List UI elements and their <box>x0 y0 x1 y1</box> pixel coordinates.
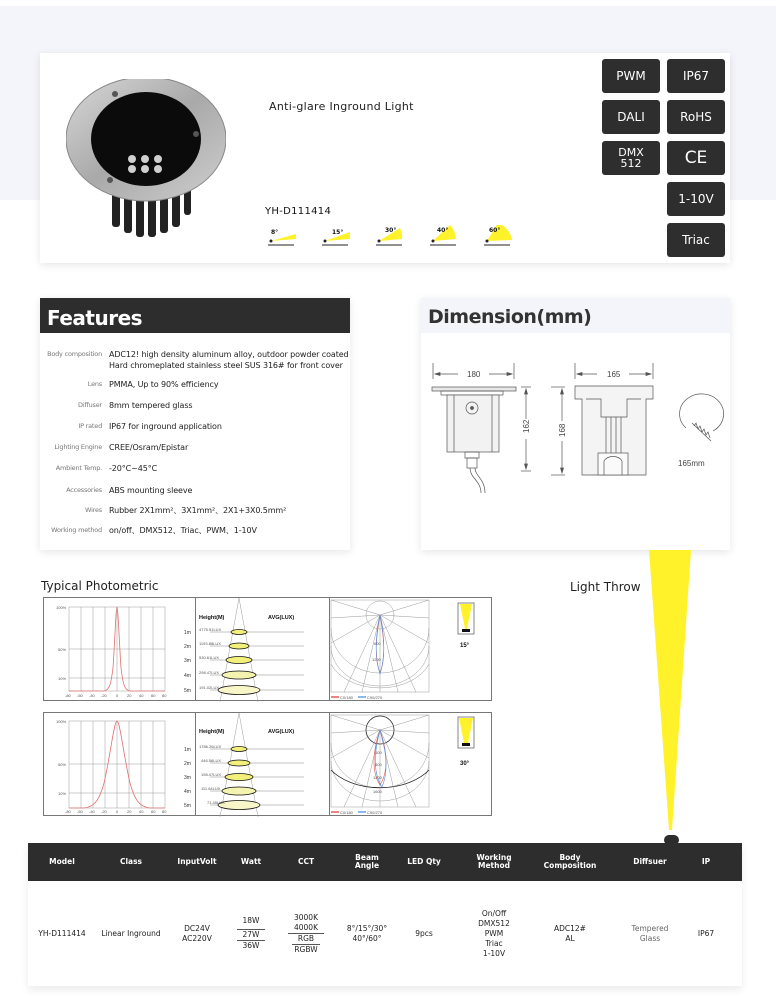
light-throw-beam-icon <box>640 550 710 850</box>
svg-text:0: 0 <box>116 693 119 698</box>
svg-text:AVG(LUX): AVG(LUX) <box>268 729 295 735</box>
beam-15-icon <box>322 225 374 247</box>
lux-cone-15 <box>184 598 304 702</box>
svg-text:600: 600 <box>374 641 381 646</box>
svg-text:191.02LUX: 191.02LUX <box>199 685 220 690</box>
product-hero-card <box>40 53 730 263</box>
polar-diagram-15 <box>331 600 429 700</box>
svg-text:100%: 100% <box>56 605 67 610</box>
cell-working-method: On/Off DMX512 PWM Triac 1-10V <box>478 908 510 958</box>
cell-input-volt: DC24V AC220V <box>182 923 212 943</box>
svg-text:5m: 5m <box>184 688 191 694</box>
col-watt: Watt <box>240 857 262 866</box>
features-card <box>40 298 350 550</box>
svg-text:4m: 4m <box>184 789 191 795</box>
badge-dmx512: DMX 512 <box>602 141 660 175</box>
col-class: Class <box>119 857 143 866</box>
dimension-drawing <box>421 333 730 550</box>
beam-angle-8: 8° <box>268 225 320 247</box>
col-diffuser: Diffsuer <box>633 857 667 866</box>
svg-text:-20: -20 <box>101 809 107 814</box>
svg-text:Height(M): Height(M) <box>199 615 225 621</box>
dimension-title: Dimension(mm) <box>421 298 730 333</box>
beam-angle-60: 60° <box>484 225 536 247</box>
cell-class: Linear Inground <box>101 928 161 938</box>
feature-row-diffuser: Diffuser 8mm tempered glass <box>78 401 193 410</box>
svg-text:4775.51LUX: 4775.51LUX <box>199 627 222 632</box>
badge-1-10v: 1-10V <box>667 182 725 216</box>
svg-text:400: 400 <box>375 750 382 755</box>
svg-text:15°: 15° <box>460 643 470 649</box>
badge-triac: Triac <box>667 223 725 257</box>
cell-cct: 3000K 4000K RGB RGBW <box>274 881 338 986</box>
light-throw-title: Light Throw <box>570 580 641 594</box>
beam-angle-icons <box>268 225 538 247</box>
svg-text:-40: -40 <box>89 693 95 698</box>
svg-text:1600: 1600 <box>373 789 382 794</box>
svg-text:1200: 1200 <box>373 775 382 780</box>
cell-body-composition: ADC12# AL <box>554 923 586 943</box>
product-model: YH-D111414 <box>265 206 332 217</box>
svg-text:2m: 2m <box>184 761 191 767</box>
svg-text:-40: -40 <box>89 809 95 814</box>
svg-text:30°: 30° <box>460 761 470 767</box>
intensity-curve-grid <box>69 721 165 808</box>
ce-mark-icon: CE <box>684 147 708 168</box>
product-image <box>66 79 226 239</box>
svg-text:80: 80 <box>162 693 167 698</box>
svg-text:4m: 4m <box>184 673 191 679</box>
beam-30-icon <box>376 225 428 247</box>
dim-side-height: 168 <box>558 423 567 437</box>
svg-text:C0/180: C0/180 <box>340 695 353 700</box>
dimension-card <box>421 298 730 550</box>
photometric-title: Typical Photometric <box>41 579 159 593</box>
badge-pwm: PWM <box>602 59 660 93</box>
cell-ip: IP67 <box>697 928 715 938</box>
svg-text:100%: 100% <box>56 719 67 724</box>
cell-watt: 18W 27W 36W <box>228 881 274 986</box>
spec-table <box>28 843 742 986</box>
cell-led-qty: 9pcs <box>415 928 433 938</box>
badge-ip67: IP67 <box>667 59 725 93</box>
svg-text:5m: 5m <box>184 803 191 809</box>
svg-text:-60: -60 <box>77 809 83 814</box>
svg-text:C90/270: C90/270 <box>367 810 383 815</box>
svg-text:2m: 2m <box>184 644 191 650</box>
svg-text:-80: -80 <box>65 809 71 814</box>
lux-cone-30 <box>184 713 304 817</box>
svg-text:800: 800 <box>375 762 382 767</box>
svg-text:1786.26LUX: 1786.26LUX <box>199 744 222 749</box>
feature-row-ip-rated: IP rated IP67 for inground application <box>78 422 222 431</box>
cell-diffuser: Tempered Glass <box>631 923 669 943</box>
svg-text:3m: 3m <box>184 775 191 781</box>
svg-text:20: 20 <box>127 693 132 698</box>
dim-front-height: 162 <box>522 419 531 433</box>
photometric-chart-30 <box>43 712 492 816</box>
col-cct: CCT <box>297 857 315 866</box>
feature-row-body-composition: Body composition ADC12! high density aluminum alloy, outdoor powder coated Hard chromeplated stainless steel SUS 316# for front cover <box>47 350 349 370</box>
svg-text:C0/180: C0/180 <box>340 810 353 815</box>
svg-text:198.47LUX: 198.47LUX <box>201 772 222 777</box>
badge-dali: DALI <box>602 100 660 134</box>
beam-preview-30-icon <box>458 717 474 767</box>
svg-text:10%: 10% <box>58 791 67 796</box>
feature-row-wires: Wires Rubber 2X1mm²、3X1mm²、2X1+3X0.5mm² <box>84 506 287 515</box>
svg-text:3m: 3m <box>184 658 191 664</box>
svg-text:C90/270: C90/270 <box>367 695 383 700</box>
badge-ce <box>667 141 725 175</box>
intensity-curve-grid <box>69 607 165 691</box>
feature-row-lens: Lens PMMA, Up to 90% efficiency <box>87 380 219 389</box>
col-input-volt: InputVolt <box>177 857 217 866</box>
svg-text:530.61LUX: 530.61LUX <box>199 655 220 660</box>
svg-text:40: 40 <box>139 693 144 698</box>
spec-table-header <box>28 843 742 881</box>
svg-text:80: 80 <box>162 809 167 814</box>
product-title: Anti-glare Inground Light <box>269 100 414 113</box>
svg-text:1m: 1m <box>184 630 191 636</box>
cell-model: YH-D111414 <box>38 928 86 938</box>
svg-text:-20: -20 <box>101 693 107 698</box>
svg-text:Height(M): Height(M) <box>199 729 225 735</box>
feature-row-ambient-temp: Ambient Temp. -20°C~45°C <box>55 464 158 473</box>
features-title: Features <box>40 298 350 333</box>
svg-text:-60: -60 <box>77 693 83 698</box>
svg-text:1m: 1m <box>184 747 191 753</box>
badge-rohs: RoHS <box>667 100 725 134</box>
col-ip: IP <box>701 857 711 866</box>
cell-beam-angle: 8°/15°/30° 40°/60° <box>346 923 388 943</box>
polar-diagram-30 <box>331 715 429 815</box>
col-body-composition: Body Composition <box>543 853 597 870</box>
beam-preview-15-icon <box>458 603 474 649</box>
feature-row-working-method: Working method on/off、DMX512、Triac、PWM、1-10V <box>51 526 257 535</box>
svg-text:60: 60 <box>151 693 156 698</box>
svg-text:10%: 10% <box>58 676 67 681</box>
svg-text:298.47LUX: 298.47LUX <box>199 670 220 675</box>
dim-side-width: 165 <box>607 370 621 379</box>
col-model: Model <box>49 857 75 866</box>
beam-angle-40: 40° <box>430 225 482 247</box>
svg-text:50%: 50% <box>58 647 67 652</box>
photometric-chart-15 <box>43 597 492 701</box>
svg-text:1193.88LUX: 1193.88LUX <box>199 641 221 646</box>
beam-angle-15: 15° <box>322 225 374 247</box>
feature-row-accessories: Accessories ABS mounting sleeve <box>66 486 193 495</box>
svg-text:60: 60 <box>151 809 156 814</box>
certification-badges <box>602 59 728 259</box>
svg-text:1200: 1200 <box>372 657 381 662</box>
svg-text:40: 40 <box>139 809 144 814</box>
feature-row-lighting-engine: Lighting Engine CREE/Osram/Epistar <box>54 443 189 452</box>
svg-text:0: 0 <box>116 809 119 814</box>
svg-text:111.64LUX: 111.64LUX <box>201 786 221 791</box>
dim-front-width: 180 <box>467 370 481 379</box>
svg-text:446.56LUX: 446.56LUX <box>201 758 222 763</box>
svg-text:71.45LUX: 71.45LUX <box>207 800 225 805</box>
svg-text:50%: 50% <box>58 762 67 767</box>
col-led-qty: LED Qty <box>407 857 441 866</box>
col-working-method: Working Method <box>476 853 512 870</box>
beam-angle-30: 30° <box>376 225 428 247</box>
dim-cutout-diameter: 165mm <box>678 459 705 468</box>
svg-text:AVG(LUX): AVG(LUX) <box>268 615 295 621</box>
svg-text:20: 20 <box>127 809 132 814</box>
svg-text:-80: -80 <box>65 693 71 698</box>
col-beam-angle: Beam Angle <box>354 853 380 870</box>
